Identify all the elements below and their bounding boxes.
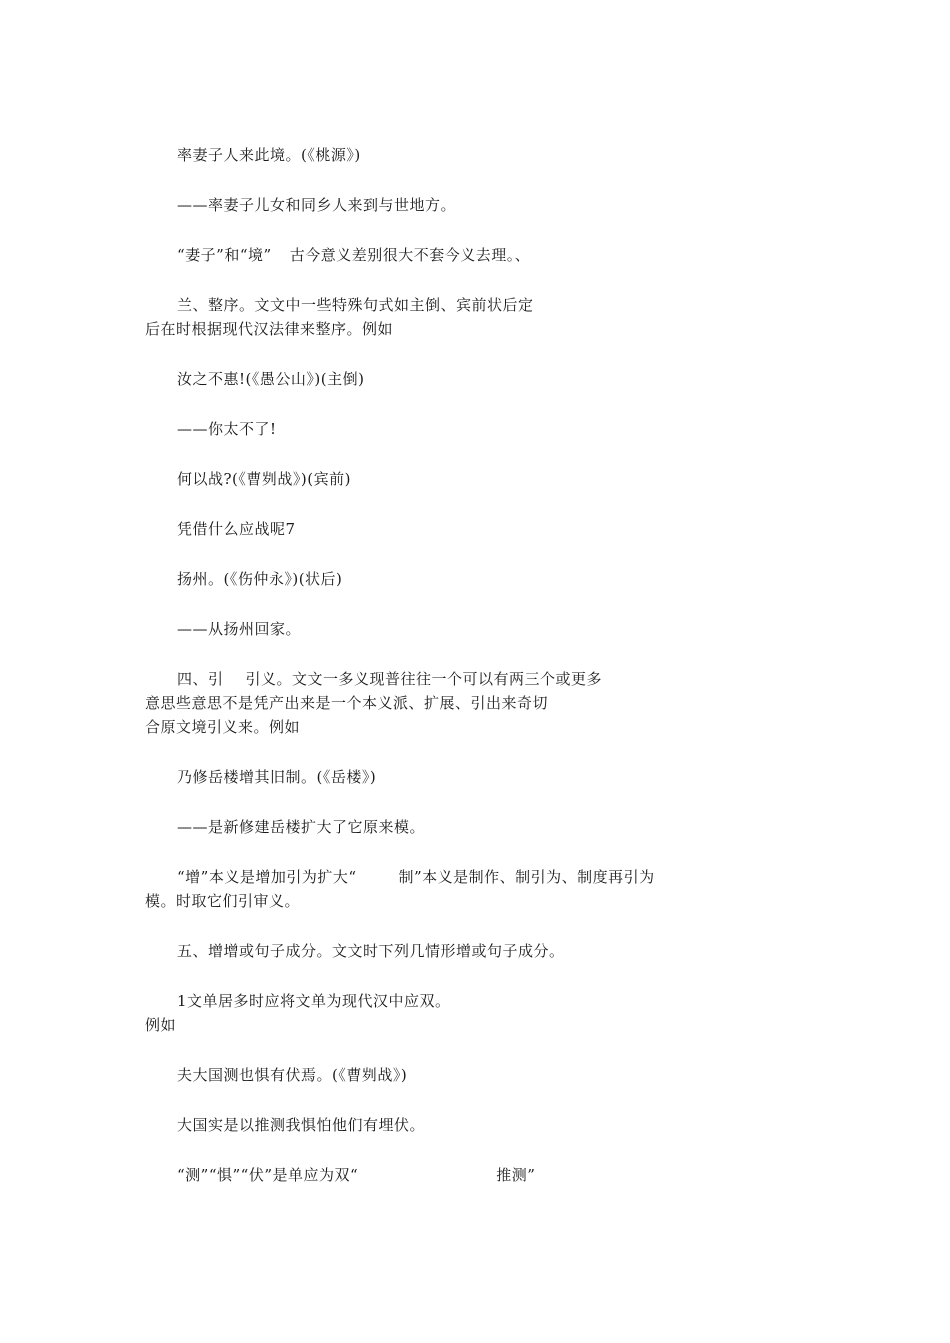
text-line: 后在时根据现代汉法律来整序。例如 bbox=[145, 320, 394, 338]
text-line: 意思些意思不是凭产出来是一个本义派、扩展、引出来奇切 bbox=[145, 694, 549, 712]
text-line bbox=[177, 670, 602, 688]
text-line: ——你太不了! bbox=[177, 420, 277, 438]
text-segment: 制”本义是制作、制引为、制度再引为 bbox=[398, 868, 655, 886]
text-segment: 古今意义差别很大不套今义去理。、 bbox=[289, 246, 531, 264]
text-line: 例如 bbox=[145, 1016, 177, 1034]
text-segment: “妻子”和“境” bbox=[177, 246, 272, 264]
text-line: 凭借什么应战呢7 bbox=[177, 520, 296, 538]
text-line: 率妻子人来此境。(《桃源》) bbox=[177, 146, 361, 164]
text-segment: 推测” bbox=[496, 1166, 536, 1184]
text-segment: 引义。文文一多义现普往往一个可以有两三个或更多 bbox=[245, 670, 603, 688]
text-line: 五、增增或句子成分。文文时下列几情形增或句子成分。 bbox=[177, 942, 565, 960]
text-line: 乃修岳楼增其旧制。(《岳楼》) bbox=[177, 768, 377, 786]
text-line bbox=[177, 1166, 535, 1184]
text-line: 1文单居多时应将文单为现代汉中应双。 bbox=[177, 992, 451, 1010]
text-line: ——从扬州回家。 bbox=[177, 620, 302, 638]
text-line: 夫大国测也惧有伏焉。(《曹刿战》) bbox=[177, 1066, 408, 1084]
text-segment: 四、引 bbox=[177, 670, 224, 688]
text-line: 扬州。(《伤仲永》)(状后) bbox=[177, 570, 343, 588]
text-line bbox=[177, 246, 530, 264]
text-segment: “增”本义是增加引为扩大“ bbox=[177, 868, 357, 886]
text-line: ——是新修建岳楼扩大了它原来模。 bbox=[177, 818, 426, 836]
text-line: ——率妻子儿女和同乡人来到与世地方。 bbox=[177, 196, 457, 214]
text-line: 汝之不惠!(《愚公山》)(主倒) bbox=[177, 370, 365, 388]
text-line: 模。时取它们引审义。 bbox=[145, 892, 301, 910]
text-line: 何以战?(《曹刿战》)(宾前) bbox=[177, 470, 351, 488]
text-line: 兰、整序。文文中一些特殊句式如主倒、宾前状后定 bbox=[177, 296, 534, 314]
text-line bbox=[177, 868, 655, 886]
text-line: 大国实是以推测我惧怕他们有埋伏。 bbox=[177, 1116, 426, 1134]
text-segment: “测”“惧”“伏”是单应为双“ bbox=[177, 1166, 359, 1184]
text-line: 合原文境引义来。例如 bbox=[145, 718, 301, 736]
